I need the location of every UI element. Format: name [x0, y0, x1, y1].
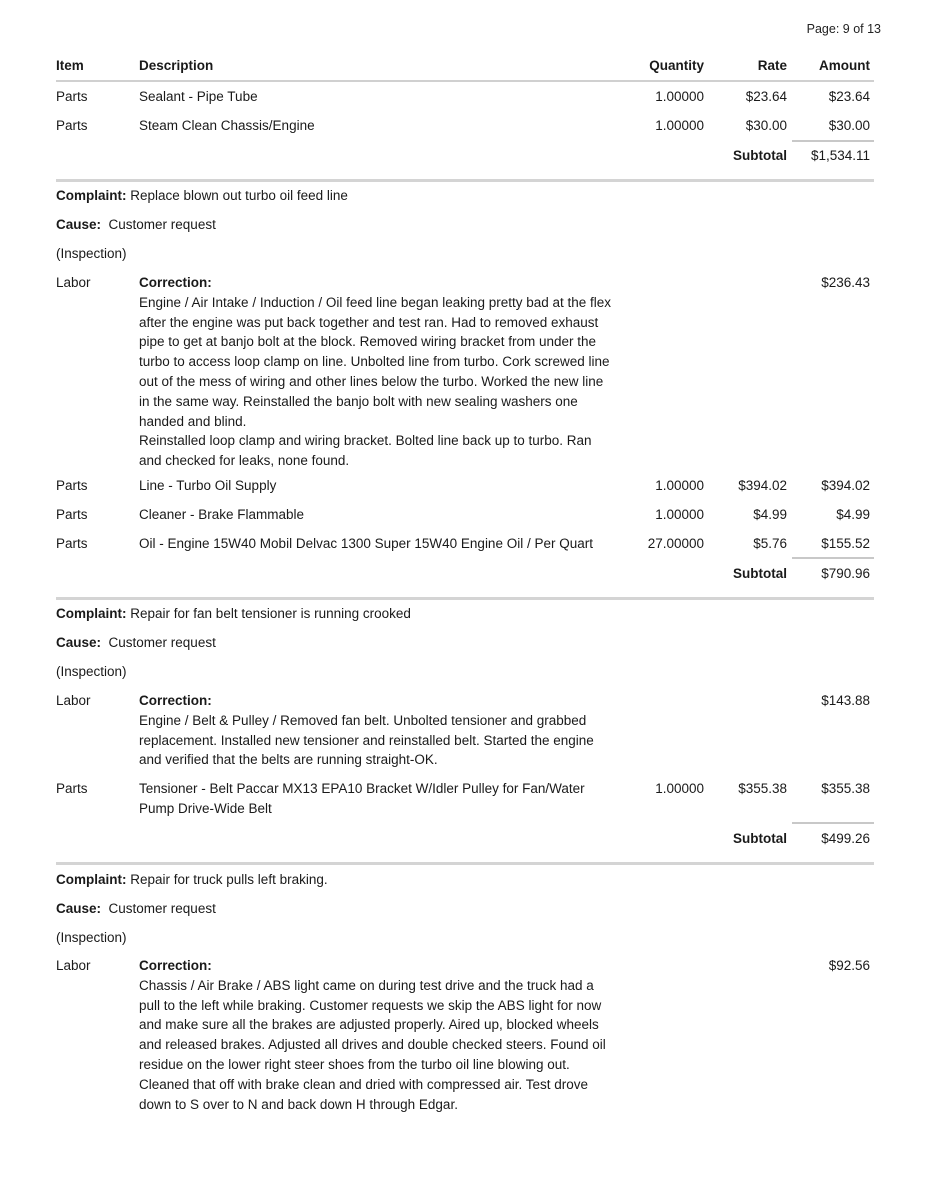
inspection-label: (Inspection) — [56, 246, 127, 261]
correction-line: Reinstalled loop clamp and wiring bracket. Bolted line back up to turbo. Ran — [139, 433, 592, 449]
correction-label: Correction: — [139, 275, 212, 290]
header-rate: Rate — [757, 58, 787, 73]
row-item: Parts — [56, 478, 88, 493]
inspection-label: (Inspection) — [56, 664, 127, 679]
row-amount: $30.00 — [828, 118, 870, 133]
correction-line: and verified that the belts are running straight-OK. — [139, 752, 438, 768]
page-number: Page: 9 of 13 — [806, 22, 881, 36]
row-amount: $23.64 — [828, 89, 870, 104]
section-divider — [56, 179, 874, 182]
subtotal-divider — [792, 557, 874, 559]
cause-label: Cause: — [56, 635, 102, 650]
row-description-line: Tensioner - Belt Paccar MX13 EPA10 Bracket W/Idler Pulley for Fan/Water — [139, 781, 585, 796]
row-quantity: 1.00000 — [655, 89, 704, 104]
correction-line: replacement. Installed new tensioner and reinstalled belt. Started the engine — [139, 732, 594, 748]
subtotal-label: Subtotal — [733, 831, 787, 846]
correction-line: and released brakes. Adjusted all drives and double checked steers. Found oil — [139, 1037, 606, 1053]
section-divider — [56, 597, 874, 600]
row-description: Line - Turbo Oil Supply — [139, 478, 277, 493]
correction-label: Correction: — [139, 958, 212, 973]
complaint-label: Complaint: — [56, 872, 127, 887]
correction-block — [139, 691, 619, 770]
row-description: Cleaner - Brake Flammable — [139, 507, 305, 522]
row-rate: $394.02 — [738, 478, 787, 493]
row-item: Parts — [56, 536, 88, 551]
row-item: Parts — [56, 507, 88, 522]
correction-line: Cleaned that off with brake clean and dried with compressed air. Test drove — [139, 1076, 589, 1092]
labor-amount: $236.43 — [821, 275, 870, 290]
row-rate: $30.00 — [745, 118, 787, 133]
subtotal-amount: $499.26 — [821, 831, 870, 846]
correction-block — [139, 956, 619, 1114]
correction-line: Chassis / Air Brake / ABS light came on during test drive and the truck had a — [139, 977, 594, 993]
cause-line — [56, 635, 216, 650]
subtotal-divider — [792, 140, 874, 142]
correction-line: pipe to get at banjo bolt at the block. Removed wiring bracket from under the — [139, 334, 597, 350]
row-description: Sealant - Pipe Tube — [139, 89, 258, 104]
subtotal-label: Subtotal — [733, 566, 787, 581]
labor-item: Labor — [56, 693, 91, 708]
complaint-label: Complaint: — [56, 188, 127, 203]
row-quantity: 1.00000 — [655, 118, 704, 133]
cause-text: Customer request — [108, 635, 216, 650]
labor-item: Labor — [56, 958, 91, 973]
row-quantity: 1.00000 — [655, 781, 704, 796]
cause-text: Customer request — [108, 901, 216, 916]
row-description — [139, 779, 619, 819]
complaint-text: Repair for fan belt tensioner is running crooked — [130, 606, 411, 621]
row-quantity: 1.00000 — [655, 507, 704, 522]
correction-line: and checked for leaks, none found. — [139, 453, 350, 469]
row-amount: $4.99 — [836, 507, 870, 522]
correction-line: out of the mess of wiring and other lines below the turbo. Worked the new line — [139, 373, 604, 389]
header-quantity: Quantity — [649, 58, 704, 73]
subtotal-divider — [792, 822, 874, 824]
row-quantity: 1.00000 — [655, 478, 704, 493]
subtotal-amount: $790.96 — [821, 566, 870, 581]
correction-line: residue on the lower right steer shoes from the turbo oil line blowing out. — [139, 1056, 570, 1072]
labor-amount: $143.88 — [821, 693, 870, 708]
cause-label: Cause: — [56, 217, 102, 232]
correction-line: down to S over to N and back down H through Edgar. — [139, 1096, 458, 1112]
correction-line: turbo to access loop clamp on line. Unbolted line from turbo. Cork screwed line — [139, 354, 610, 370]
complaint-line — [56, 606, 411, 621]
complaint-text: Replace blown out turbo oil feed line — [130, 188, 348, 203]
correction-line: and make sure all the brakes are adjusted properly. Aired up, blocked wheels — [139, 1017, 599, 1033]
row-amount: $155.52 — [821, 536, 870, 551]
row-rate: $4.99 — [753, 507, 787, 522]
row-description: Steam Clean Chassis/Engine — [139, 118, 315, 133]
cause-label: Cause: — [56, 901, 102, 916]
row-description-line: Pump Drive-Wide Belt — [139, 801, 272, 816]
header-divider — [56, 80, 874, 82]
column-headers — [56, 58, 874, 82]
correction-line: handed and blind. — [139, 413, 247, 429]
correction-block — [139, 273, 619, 471]
cause-text: Customer request — [108, 217, 216, 232]
correction-line: Engine / Air Intake / Induction / Oil feed line began leaking pretty bad at the flex — [139, 294, 612, 310]
row-quantity: 27.00000 — [647, 536, 704, 551]
cause-line — [56, 901, 216, 916]
correction-line: pull to the left while braking. Customer requests we skip the ABS light for now — [139, 997, 602, 1013]
section-divider — [56, 862, 874, 865]
row-rate: $5.76 — [753, 536, 787, 551]
inspection-label: (Inspection) — [56, 930, 127, 945]
complaint-text: Repair for truck pulls left braking. — [130, 872, 328, 887]
correction-line: in the same way. Reinstalled the banjo bolt with new sealing washers one — [139, 393, 578, 409]
labor-item: Labor — [56, 275, 91, 290]
header-item: Item — [56, 58, 84, 73]
correction-label: Correction: — [139, 693, 212, 708]
subtotal-amount: $1,534.11 — [810, 148, 870, 163]
complaint-label: Complaint: — [56, 606, 127, 621]
labor-amount: $92.56 — [828, 958, 870, 973]
row-rate: $355.38 — [738, 781, 787, 796]
subtotal-label: Subtotal — [733, 148, 787, 163]
row-item: Parts — [56, 118, 88, 133]
row-item: Parts — [56, 89, 88, 104]
cause-line — [56, 217, 216, 232]
row-amount: $394.02 — [821, 478, 870, 493]
row-amount: $355.38 — [821, 781, 870, 796]
correction-line: after the engine was put back together and test ran. Had to removed exhaust — [139, 314, 599, 330]
correction-line: Engine / Belt & Pulley / Removed fan belt. Unbolted tensioner and grabbed — [139, 712, 587, 728]
row-rate: $23.64 — [745, 89, 787, 104]
header-description: Description — [139, 58, 214, 73]
header-amount: Amount — [819, 58, 870, 73]
complaint-line — [56, 872, 328, 887]
row-description: Oil - Engine 15W40 Mobil Delvac 1300 Super 15W40 Engine Oil / Per Quart — [139, 536, 593, 551]
complaint-line — [56, 188, 348, 203]
row-item: Parts — [56, 781, 88, 796]
